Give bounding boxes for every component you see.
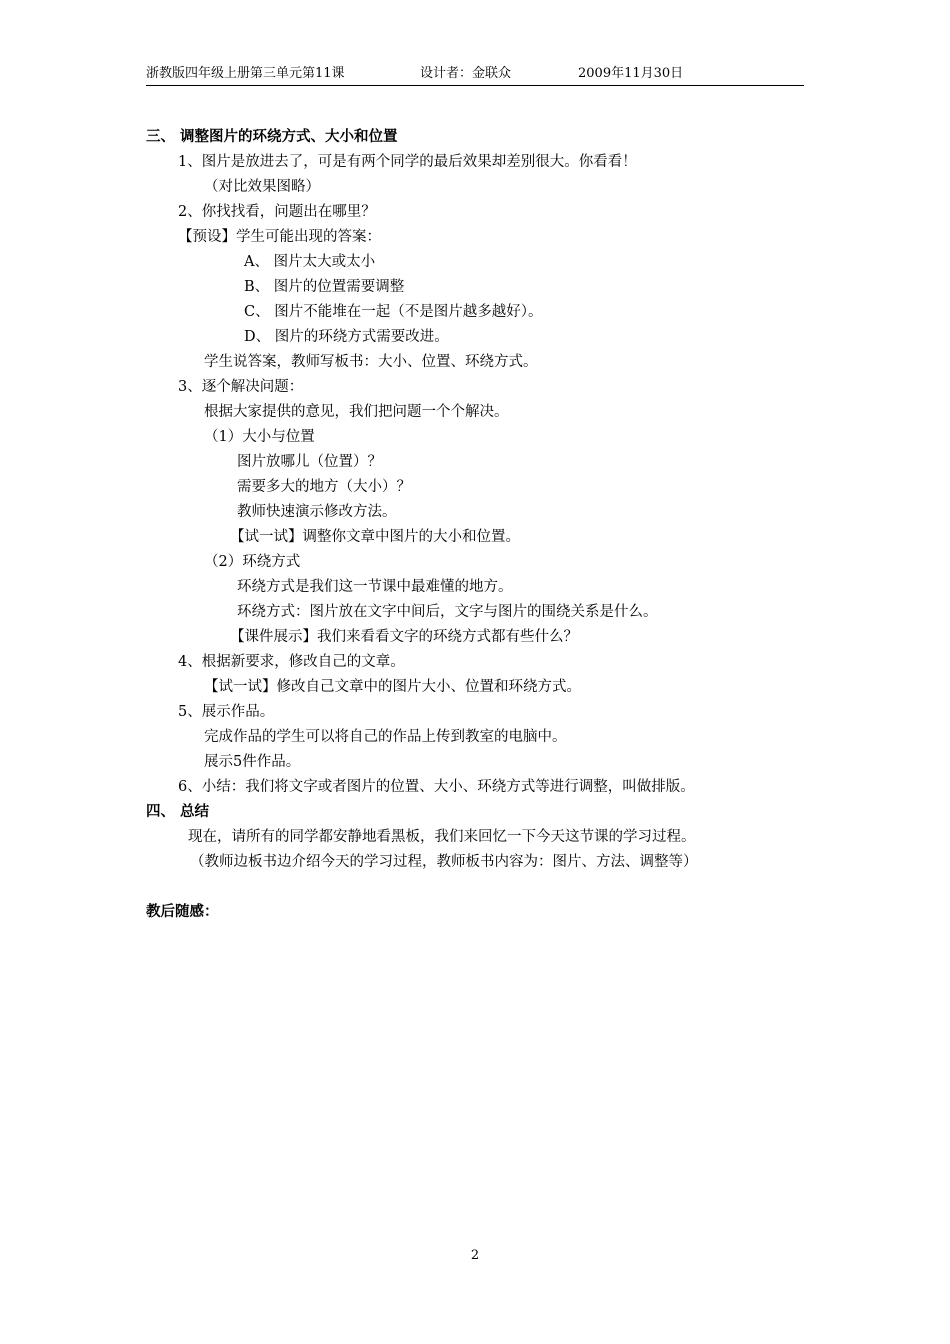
section-heading-4: 四、 总结 [146,803,210,820]
header-date: 2009年11月30日 [578,66,684,81]
answer-c: C、 图片不能堆在一起（不是图片越多越好）。 [244,304,543,320]
answer-d: D、 图片的环绕方式需要改进。 [244,329,449,345]
summary-board: （教师边板书边介绍今天的学习过程，教师板书内容为：图片、方法、调整等） [190,854,698,870]
answer-b: B、 图片的位置需要调整 [244,279,405,295]
upload-note: 完成作品的学生可以将自己的作品上传到教室的电脑中。 [204,729,567,745]
summary-intro: 现在，请所有的同学都安静地看黑板，我们来回忆一下今天这节课的学习过程。 [188,829,696,845]
subsection-2: （2）环绕方式 [204,554,301,570]
size-question: 需要多大的地方（大小）？ [237,479,411,495]
wrap-difficulty: 环绕方式是我们这一节课中最难懂的地方。 [237,579,513,595]
header-rule [146,85,804,86]
step-6-summary: 6、小结：我们将文字或者图片的位置、大小、环绕方式等进行调整，叫做排版。 [178,779,695,795]
page-number: 2 [470,1248,480,1263]
teacher-demo: 教师快速演示修改方法。 [237,504,397,520]
step-1: 1、图片是放进去了，可是有两个同学的最后效果却差别很大。你看看！ [178,154,637,170]
subsection-1: （1）大小与位置 [204,429,315,445]
step-5: 5、展示作品。 [178,704,275,720]
step-2: 2、你找找看，问题出在哪里？ [178,204,376,220]
show-works: 展示5件作品。 [204,754,301,770]
answer-a: A、 图片太大或太小 [244,254,376,270]
wrap-definition: 环绕方式：图片放在文字中间后，文字与图片的围绕关系是什么。 [237,604,658,620]
try-it-1: 【试一试】调整你文章中图片的大小和位置。 [230,529,520,545]
step-3-intro: 根据大家提供的意见，我们把问题一个个解决。 [204,404,509,420]
step-4: 4、根据新要求，修改自己的文章。 [178,654,405,670]
try-it-2: 【试一试】修改自己文章中的图片大小、位置和环绕方式。 [204,679,581,695]
step-1-note: （对比效果图略） [204,179,320,195]
board-note: 学生说答案，教师写板书：大小、位置、环绕方式。 [204,354,538,370]
header-designer: 设计者：金联众 [420,66,512,81]
reflection-heading: 教后随感： [146,903,219,920]
header-course: 浙教版四年级上册第三单元第11课 [146,66,345,81]
courseware-show: 【课件展示】我们来看看文字的环绕方式都有些什么？ [230,629,578,645]
position-question: 图片放哪儿（位置）？ [237,454,382,470]
step-3: 3、逐个解决问题： [178,379,304,395]
preset-label: 【预设】学生可能出现的答案： [178,229,381,245]
section-heading-3: 三、 调整图片的环绕方式、大小和位置 [146,128,398,145]
